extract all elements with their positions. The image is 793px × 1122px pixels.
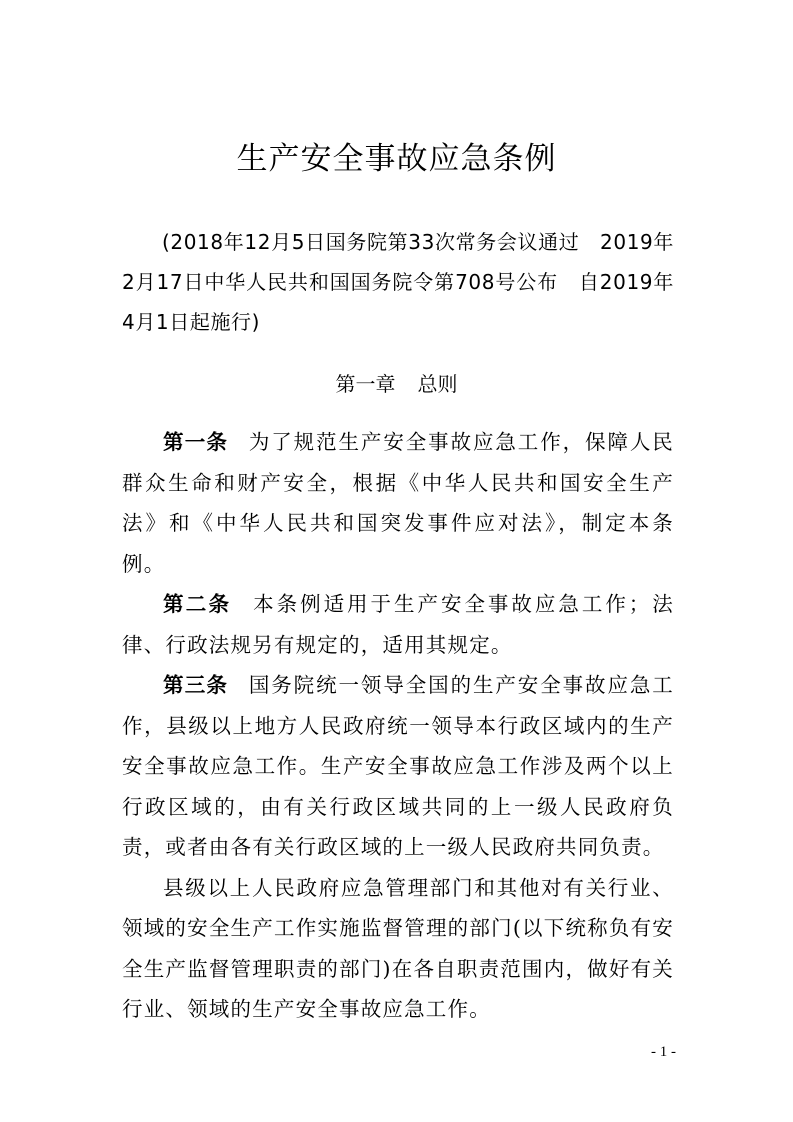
article-label: 第三条 [163,673,229,697]
adoption-note: (2018年12月5日国务院第33次常务会议通过 2019年2月17日中华人民共和国国务院令第708号公布 自2019年4月1日起施行) [122,230,674,334]
article-paragraph-1 [122,422,674,584]
article-label: 第二条 [163,592,232,616]
chapter-name: 总则 [417,372,458,396]
chapter-number: 第一章 [335,372,396,396]
article-paragraph-3 [122,665,674,868]
document-title: 生产安全事故应急条例 [236,141,557,177]
page-number: - 1 - [651,1044,676,1060]
chapter-heading [0,364,793,404]
article-text: 县级以上人民政府应急管理部门和其他对有关行业、领域的安全生产工作实施监督管理的部门(以下统称负有安全生产监督管理职责的部门)在各自职责范围内，做好有关行业、领域的生产安全事故应急工作。 [122,875,674,1021]
article-text: 本条例适用于生产安全事故应急工作；法律、行政法规另有规定的，适用其规定。 [122,592,674,657]
article-paragraph-2 [122,584,674,665]
article-text: 国务院统一领导全国的生产安全事故应急工作，县级以上地方人民政府统一领导本行政区域内的生产安全事故应急工作。生产安全事故应急工作涉及两个以上行政区域的，由有关行政区域共同的上一级人民政府负责，或者由各有关行政区域的上一级人民政府共同负责。 [122,673,674,859]
article-label: 第一条 [163,430,229,454]
article-paragraph-3-continued [122,868,674,1030]
article-text: 为了规范生产安全事故应急工作，保障人民群众生命和财产安全，根据《中华人民共和国安全生产法》和《中华人民共和国突发事件应对法》，制定本条例。 [122,430,674,576]
document-body [122,422,674,1030]
